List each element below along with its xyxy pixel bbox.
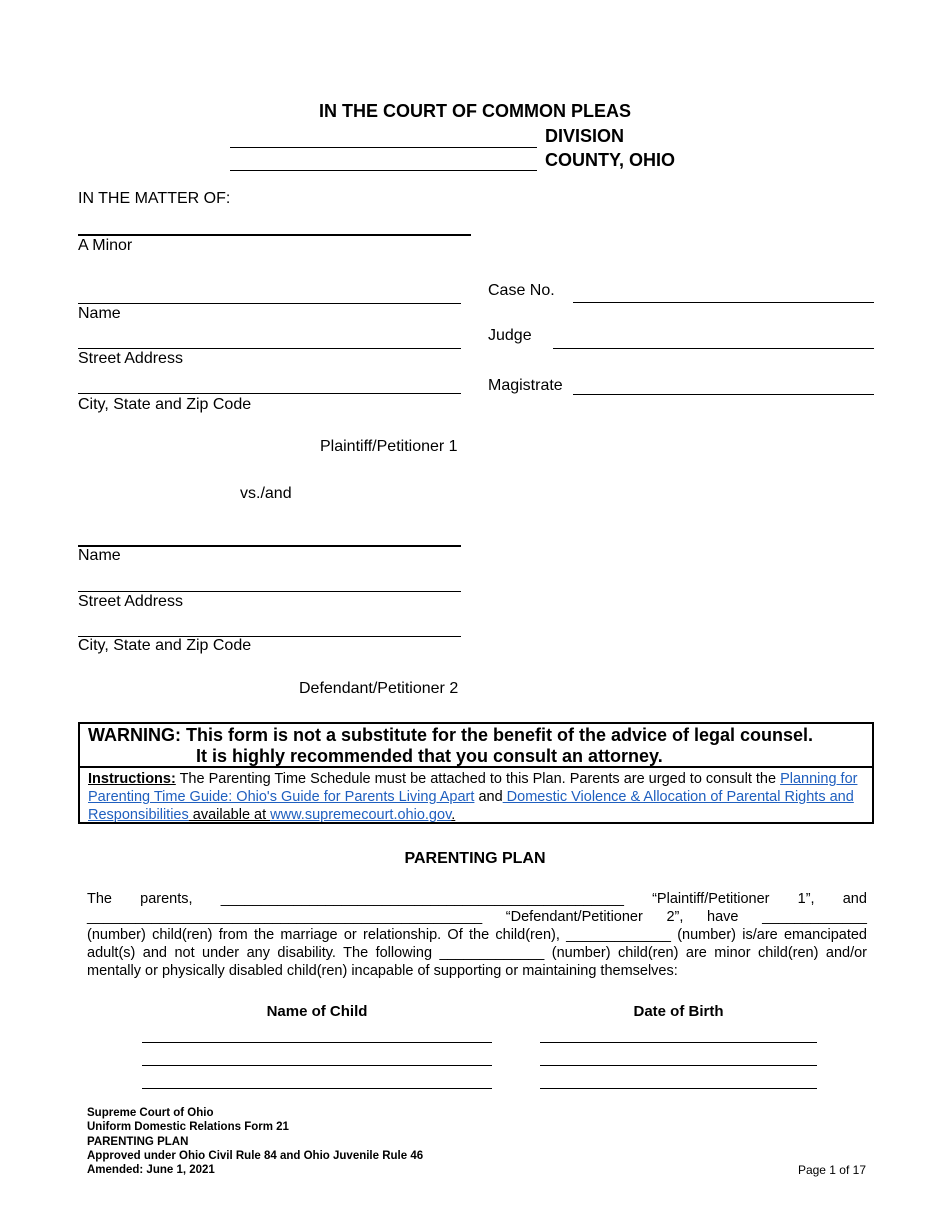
plan-l1-one: 1”, (797, 891, 815, 907)
plan-l2-defendant: “Defendant/Petitioner (505, 909, 643, 925)
instructions-end: . (451, 807, 456, 823)
defendant-name-blank[interactable]: _________________________________________________ (87, 909, 483, 925)
magistrate-label: Magistrate (488, 377, 563, 394)
instructions-label: Instructions: (88, 771, 176, 787)
county-blank-line[interactable] (230, 170, 537, 171)
plan-line-1 (87, 890, 867, 908)
domestic-violence-link[interactable]: Domestic Violence & Allocation of Parental Rights and Responsibilities (88, 789, 854, 823)
p1-name-label: Name (78, 305, 121, 322)
case-no-line[interactable] (573, 302, 874, 303)
p1-city-label: City, State and Zip Code (78, 396, 252, 413)
warning-box (78, 722, 874, 824)
child-name-line[interactable] (142, 1065, 492, 1066)
footer-line-1: Supreme Court of Ohio (87, 1107, 214, 1119)
p2-street-line[interactable] (78, 591, 461, 592)
warning-line-2: It is highly recommended that you consult an attorney. (196, 746, 663, 766)
child-dob-line[interactable] (540, 1042, 817, 1043)
instructions-body-1: The Parenting Time Schedule must be attached to this Plan. Parents are urged to consult the (175, 771, 781, 787)
plaintiff-role: Plaintiff/Petitioner 1 (320, 438, 458, 455)
footer-line-2: Uniform Domestic Relations Form 21 (87, 1121, 289, 1134)
division-label: DIVISION (545, 126, 625, 146)
date-of-birth-header: Date of Birth (633, 1003, 724, 1020)
plan-line-2 (87, 908, 867, 926)
page-number: Page 1 of 17 (797, 1163, 866, 1177)
matter-of-label: IN THE MATTER OF: (78, 190, 231, 207)
child-name-line[interactable] (142, 1042, 492, 1043)
parents-names-blank[interactable]: __________________________________________________ (220, 891, 624, 907)
plan-l2-have: have (707, 909, 739, 925)
p1-street-line[interactable] (78, 348, 461, 349)
instructions-and: and (474, 789, 503, 805)
division-blank-line[interactable] (230, 147, 537, 148)
child-name-line[interactable] (142, 1088, 492, 1089)
plan-l1-parents: parents, (140, 891, 193, 907)
child-dob-line[interactable] (540, 1065, 817, 1066)
case-no-label: Case No. (488, 282, 555, 299)
plan-l1-and: and (842, 891, 867, 907)
judge-line[interactable] (553, 348, 874, 349)
supreme-court-site-link[interactable]: www.supremecourt.ohio.gov (270, 807, 452, 823)
court-title: IN THE COURT OF COMMON PLEAS (319, 101, 631, 121)
plan-paragraph: (number) child(ren) from the marriage or relationship. Of the child(ren), _____________ (number) is/are emancipated adult(s) and not under any disability. The following _____________ (number) child(ren) are minor child(ren) and/or mentally or physically disabled child(ren) incapable of supporting or maintaining themselves: (87, 927, 867, 979)
p2-name-label: Name (78, 547, 121, 564)
footer-line-5: Amended: June 1, 2021 (87, 1164, 215, 1177)
instructions-text (88, 770, 868, 824)
p1-street-label: Street Address (78, 350, 183, 367)
plan-l1-the: The (87, 891, 112, 907)
p2-name-line[interactable] (78, 545, 461, 547)
warning-line-1: WARNING: This form is not a substitute for the benefit of the advice of legal counsel. (88, 725, 814, 745)
footer-line-3: PARENTING PLAN (87, 1135, 189, 1148)
form-footer (87, 1106, 423, 1177)
name-of-child-header: Name of Child (266, 1003, 368, 1020)
a-minor-label: A Minor (78, 237, 133, 254)
parenting-time-guide-link[interactable]: Planning for Parenting Time Guide: Ohio's Guide for Parents Living Apart (88, 771, 858, 805)
plan-l1-plaintiff: “Plaintiff/Petitioner (652, 891, 770, 907)
warning-header (80, 724, 872, 768)
judge-label: Judge (488, 327, 532, 344)
plan-l2-two: 2”, (666, 909, 684, 925)
magistrate-line[interactable] (573, 394, 874, 395)
minor-name-line[interactable] (78, 234, 471, 236)
p1-name-line[interactable] (78, 303, 461, 304)
child-dob-line[interactable] (540, 1088, 817, 1089)
p1-city-line[interactable] (78, 393, 461, 394)
children-count-blank[interactable]: _____________ (762, 909, 867, 925)
p2-city-label: City, State and Zip Code (78, 637, 252, 654)
vs-label: vs./and (240, 485, 292, 502)
footer-line-4: Approved under Ohio Civil Rule 84 and Ohio Juvenile Rule 46 (87, 1149, 424, 1162)
instructions-body-2: available at (188, 807, 271, 823)
defendant-role: Defendant/Petitioner 2 (299, 680, 459, 697)
parenting-plan-title: PARENTING PLAN (404, 850, 546, 867)
county-label: COUNTY, OHIO (545, 150, 676, 170)
p2-street-label: Street Address (78, 593, 183, 610)
